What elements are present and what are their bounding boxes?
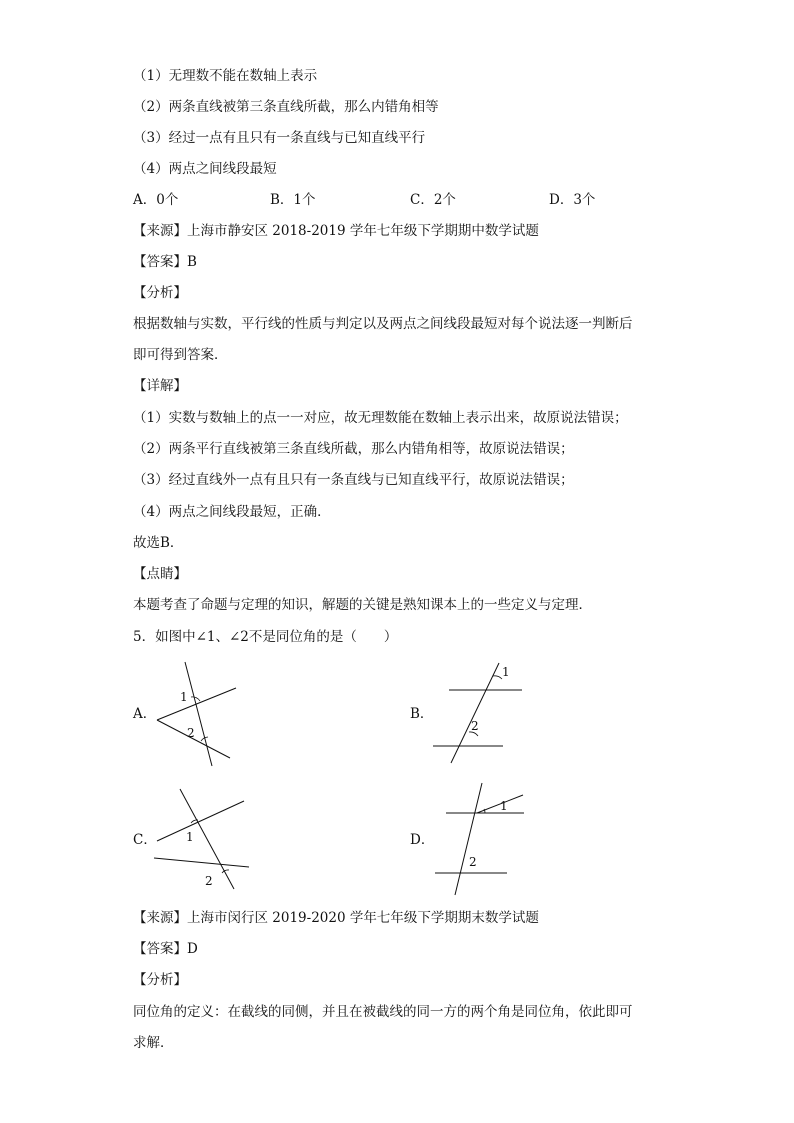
source-line: 【来源】上海市静安区 2018-2019 学年七年级下学期期中数学试题 (133, 223, 539, 239)
q5-source-line: 【来源】上海市闵行区 2019-2020 学年七年级下学期期末数学试题 (133, 910, 539, 926)
figure-d-label: D． (410, 832, 435, 848)
comment-text: 本题考查了命题与定理的知识，解题的关键是熟知课本上的一些定义与定理． (133, 597, 592, 613)
option-a: A．0个 (133, 192, 179, 208)
figure-b (430, 660, 530, 770)
q5-analysis-text-2: 求解． (133, 1035, 174, 1051)
figure-d-angle-2: 2 (469, 855, 477, 869)
detail-text-4: （4）两点之间线段最短，正确． (133, 504, 331, 520)
comment-heading: 【点睛】 (133, 566, 187, 582)
option-b: B．1个 (270, 192, 316, 208)
choose-line: 故选B． (133, 535, 184, 551)
figure-c-angle-1: 1 (186, 830, 194, 844)
q5-analysis-heading: 【分析】 (133, 972, 187, 988)
detail-text-3: （3）经过直线外一点有且只有一条直线与已知直线平行，故原说法错误； (133, 472, 574, 488)
figure-a (150, 655, 250, 770)
figure-b-label: B． (410, 706, 434, 722)
figure-c (150, 785, 260, 895)
figure-a-label: A． (133, 706, 157, 722)
figure-c-label: C． (133, 832, 157, 848)
figure-a-angle-1: 1 (180, 690, 188, 704)
analysis-heading: 【分析】 (133, 285, 187, 301)
statement-1: （1）无理数不能在数轴上表示 (133, 68, 318, 84)
figure-c-angle-2: 2 (205, 874, 213, 888)
figure-b-angle-2: 2 (471, 719, 479, 733)
statement-3: （3）经过一点有且只有一条直线与已知直线平行 (133, 130, 426, 146)
figure-a-angle-2: 2 (187, 726, 195, 740)
option-d: D．3个 (549, 192, 596, 208)
detail-text-2: （2）两条平行直线被第三条直线所截，那么内错角相等，故原说法错误； (133, 441, 574, 457)
answer-line: 【答案】B (133, 254, 197, 270)
statement-4: （4）两点之间线段最短 (133, 161, 277, 177)
figure-b-angle-1: 1 (502, 665, 510, 679)
figure-d-angle-1: 1 (500, 799, 508, 813)
detail-text-1: （1）实数与数轴上的点一一对应，故无理数能在数轴上表示出来，故原说法错误； (133, 410, 628, 426)
q5-analysis-text-1: 同位角的定义：在截线的同侧，并且在被截线的同一方的两个角是同位角，依此即可 (133, 1004, 633, 1020)
answer-options (133, 190, 733, 210)
analysis-text-2: 即可得到答案． (133, 347, 228, 363)
analysis-text-1: 根据数轴与实数，平行线的性质与判定以及两点之间线段最短对每个说法逐一判断后 (133, 316, 633, 332)
detail-heading: 【详解】 (133, 378, 187, 394)
question-5: 5．如图中∠1、∠2不是同位角的是（ ） (133, 629, 398, 645)
statement-2: （2）两条直线被第三条直线所截，那么内错角相等 (133, 99, 439, 115)
figure-d (430, 780, 530, 900)
option-c: C．2个 (410, 192, 456, 208)
q5-answer-line: 【答案】D (133, 941, 198, 957)
